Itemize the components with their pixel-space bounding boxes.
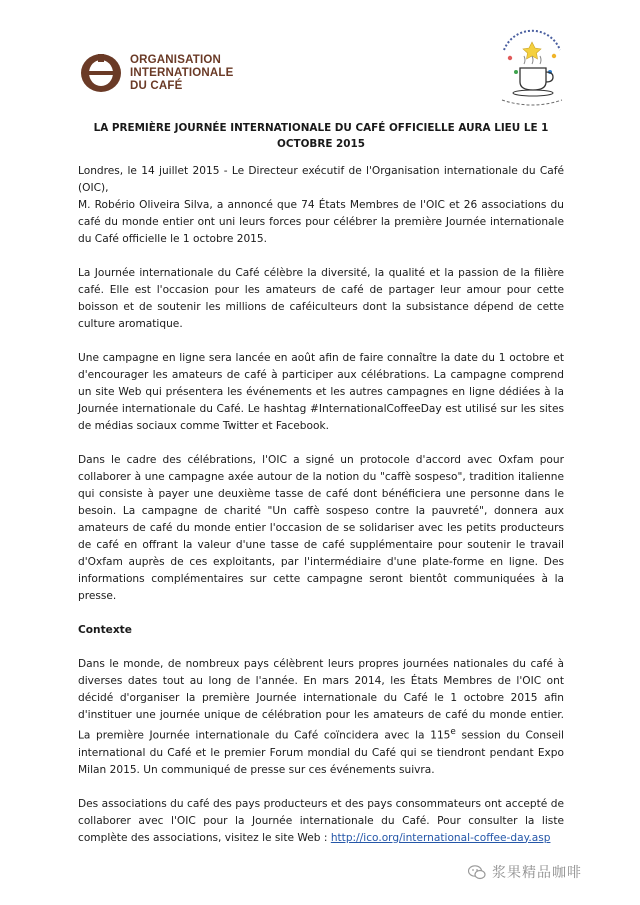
wechat-icon [468,865,486,880]
ico-logo [80,52,234,94]
org-name-line1: ORGANISATION [130,53,221,66]
paragraph-6-text: Des associations du café des pays producteurs et des pays consommateurs ont accepté de collaborer avec l'OIC pour la Journée internationale du Café. Pour consulter la liste complète des associations, visitez le site Web : [78,797,564,844]
org-name-line3: DU CAFÉ [130,79,183,92]
paragraph-1a: Londres, le 14 juillet 2015 - Le Directeur exécutif de l'Organisation internationale du Café (OIC), [78,165,564,194]
paragraph-1b: M. Robério Oliveira Silva, a annoncé que 74 États Membres de l'OIC et 26 associations du café du monde entier ont uni leurs forces pour célébrer la première Journée internationale du Café officielle le 1 octobre 2015. [78,199,564,245]
section-heading-contexte: Contexte [78,624,132,636]
paragraph-5 [78,656,564,779]
paragraph-2: La Journée internationale du Café célèbre la diversité, la qualité et la passion de la filière café. Elle est l'occasion pour les amateurs de café de partager leur amour pour cette boisson et de soutenir les millions de caféiculteurs dont la subsistance dépend de cette culture aromatique. [78,267,564,330]
coffee-day-emblem-icon [492,28,572,112]
paragraph-6 [78,796,564,847]
ordinal-superscript: e [450,727,456,737]
ico-logo-mark-icon [80,52,122,94]
paragraph-5b: session du Conseil international du Café et le premier Forum mondial du Café qui se tiendront pendant Expo Milan 2015. Un communiqué de presse sur ces événements suivra. [78,729,564,776]
wechat-watermark [468,862,582,882]
watermark-text: 浆果精品咖啡 [492,865,582,881]
org-name-line2: INTERNATIONALE [130,66,234,79]
press-release-body [78,163,564,864]
ico-logo-text [130,54,234,93]
press-release-title: LA PREMIÈRE JOURNÉE INTERNATIONALE DU CAFÉ OFFICIELLE AURA LIEU LE 1 OCTOBRE 2015 [93,122,549,150]
paragraph-5a: Dans le monde, de nombreux pays célèbrent leurs propres journées nationales du café à diverses dates tout au long de l'année. En mars 2014, les États Membres de l'OIC ont décidé d'organiser la première Journée internationale du Café le 1 octobre 2015 afin d'instituer une journée unique de célébration pour les amateurs de café du monde entier. La première Journée internationale du Café coïncidera avec la 115 [78,658,564,742]
paragraph-3: Une campagne en ligne sera lancée en août afin de faire connaître la date du 1 octobre et d'encourager les amateurs de café à participer aux célébrations. La campagne comprend un site Web qui présentera les événements et les autres campagnes en ligne dédiées à la Journée internationale du Café. Le hashtag #InternationalCoffeeDay est utilisé sur les sites de médias sociaux comme Twitter et Facebook. [78,352,564,432]
paragraph-4: Dans le cadre des célébrations, l'OIC a signé un protocole d'accord avec Oxfam pour collaborer à une campagne axée autour de la notion du "caffè sospeso", tradition italienne qui consiste à payer une deuxième tasse de café dont bénéficiera une personne dans le besoin. La campagne de charité "Un caffè sospeso contre la pauvreté", donnera aux amateurs de café du monde entier l'occasion de se solidariser avec les petits producteurs de café en offrant la valeur d'une tasse de café supplémentaire pour soutenir le travail d'Oxfam auprès de ces exploitants, par l'intermédiaire d'une plate-forme en ligne. Des informations complémentaires sur cette campagne seront bientôt communiquées à la presse. [78,454,564,602]
associations-link[interactable]: http://ico.org/international-coffee-day.asp [330,831,551,844]
